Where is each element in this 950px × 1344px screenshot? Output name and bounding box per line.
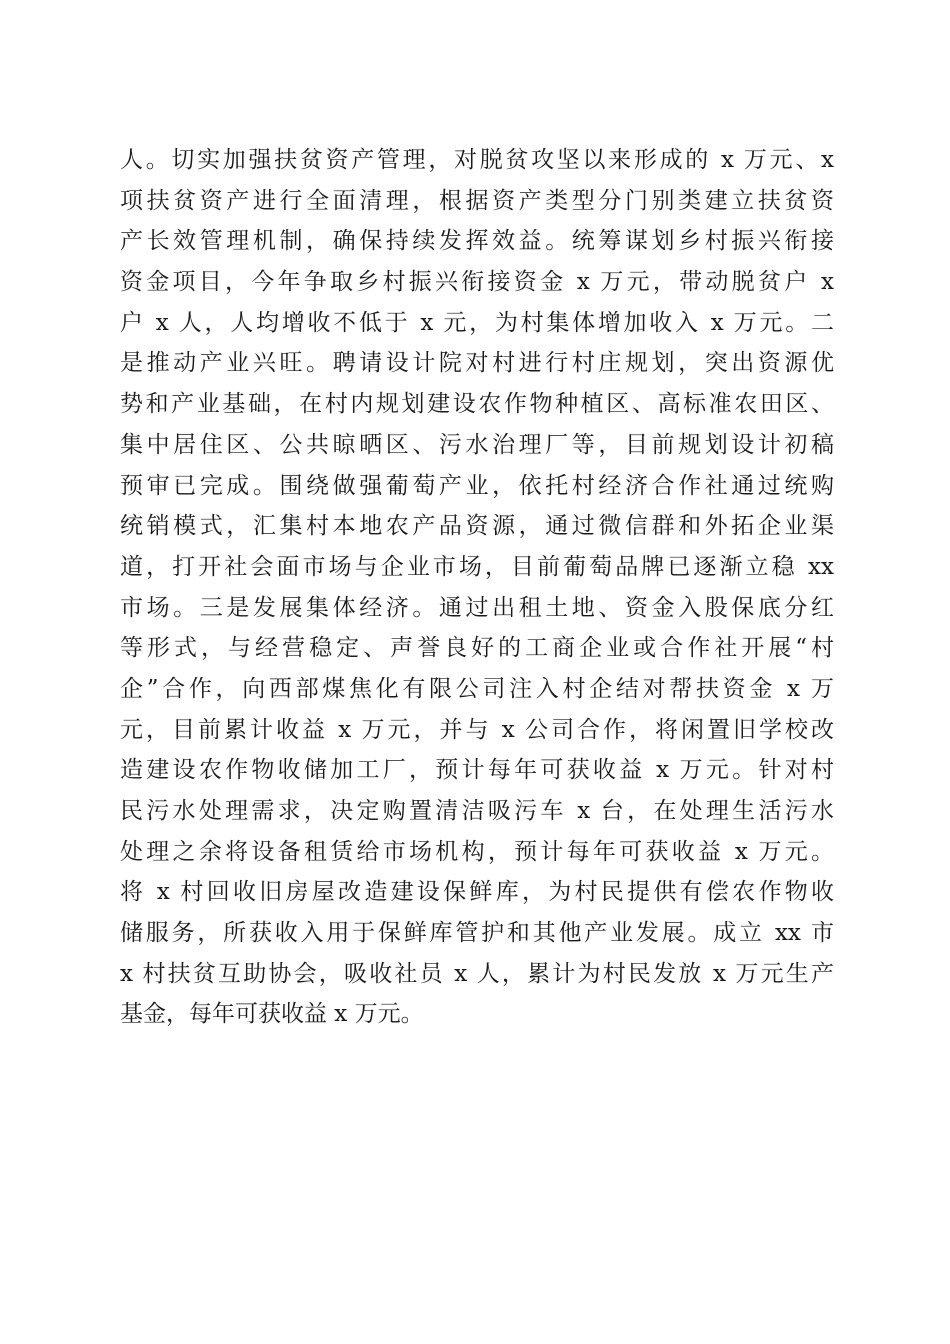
text-line: 道，打开社会面市场与企业市场，目前葡萄品牌已逐渐立稳 xx [120, 553, 834, 580]
text-line: 民污水处理需求，决定购置清洁吸污车 x 台，在处理生活污水 [120, 798, 834, 824]
text-line: 企”合作，向西部煤焦化有限公司注入村企结对帮扶资金 x 万 [120, 675, 834, 702]
text-line: 统销模式，汇集村本地农产品资源，通过微信群和外拓企业渠 [120, 513, 834, 540]
text-line: 处理之余将设备租赁给市场机构，预计每年可获收益 x 万元。 [120, 838, 834, 865]
text-line: 项扶贫资产进行全面清理，根据资产类型分门别类建立扶贫资 [120, 187, 834, 214]
text-line: 势和产业基础，在村内规划建设农作物种植区、高标准农田区、 [120, 391, 834, 418]
text-line: 将 x 村回收旧房屋改造建设保鲜库，为村民提供有偿农作物收 [120, 879, 834, 906]
text-line: 是推动产业兴旺。聘请设计院对村进行村庄规划，突出资源优 [120, 350, 834, 377]
text-line: 人。切实加强扶贫资产管理，对脱贫攻坚以来形成的 x 万元、x [120, 147, 834, 173]
text-line: 造建设农作物收储加工厂，预计每年可获收益 x 万元。针对村 [120, 757, 834, 784]
text-line: 预审已完成。围绕做强葡萄产业，依托村经济合作社通过统购 [120, 472, 834, 499]
text-line: 集中居住区、公共晾晒区、污水治理厂等，目前规划设计初稿 [120, 431, 834, 458]
text-line: x 村扶贫互助协会，吸收社员 x 人，累计为村民发放 x 万元生产 [120, 960, 834, 987]
text-line: 等形式，与经营稳定、声誉良好的工商企业或合作社开展“村 [120, 635, 834, 662]
text-line: 基金，每年可获收益 x 万元。 [120, 1001, 424, 1028]
body-paragraph [120, 140, 834, 1035]
text-line: 储服务，所获收入用于保鲜库管护和其他产业发展。成立 xx 市 [120, 920, 834, 947]
text-line: 资金项目，今年争取乡村振兴衔接资金 x 万元，带动脱贫户 x [120, 269, 834, 296]
text-line: 市场。三是发展集体经济。通过出租土地、资金入股保底分红 [120, 594, 834, 621]
text-line: 产长效管理机制，确保持续发挥效益。统筹谋划乡村振兴衔接 [120, 228, 834, 255]
text-line: 户 x 人，人均增收不低于 x 元，为村集体增加收入 x 万元。二 [120, 309, 834, 336]
text-line: 元，目前累计收益 x 万元，并与 x 公司合作，将闲置旧学校改 [120, 716, 834, 743]
